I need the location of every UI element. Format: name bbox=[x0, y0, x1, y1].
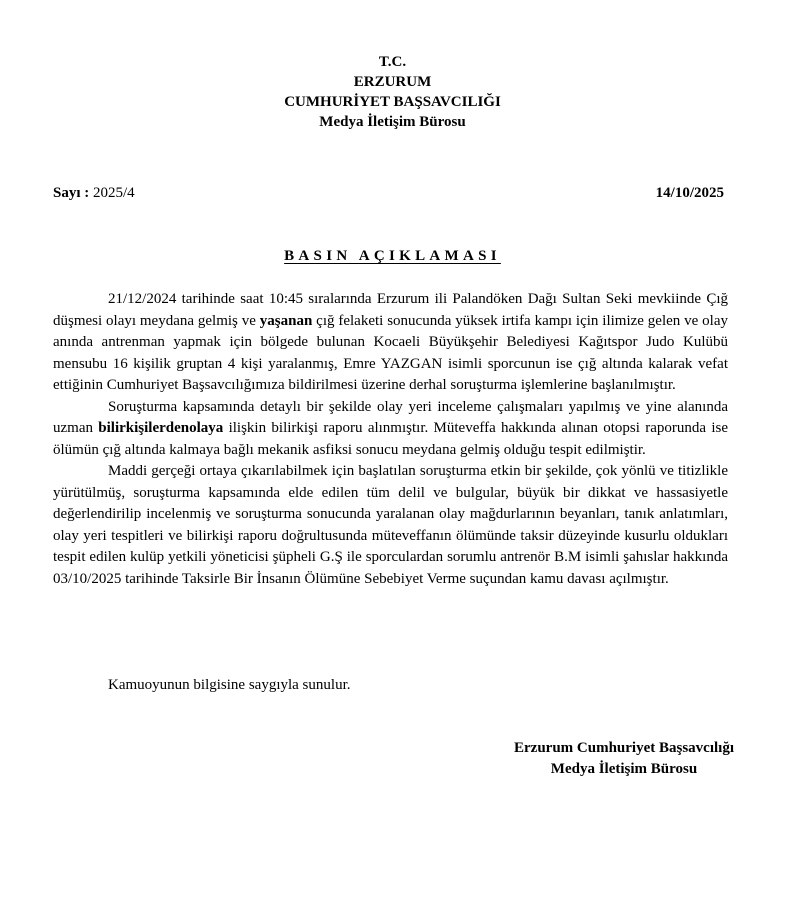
signature-office: Medya İletişim Bürosu bbox=[550, 761, 698, 777]
letterhead bbox=[0, 52, 785, 132]
paragraph-3: Maddi gerçeği ortaya çıkarılabilmek için başlatılan soruşturma etkin bir şekilde, çok yönlü ve titizlikle yürütülmüş, soruşturma kapsamında elde edilen tüm delil ve bulgular, büyük bir dikkat ve hassasiyetle değerlendirilip incelenmiş ve soruşturma sonucunda yaralanan olay mağdurlarının beyanları, tanık anlatımları, olay yeri tespitleri ve bilirkişi raporu doğrultusunda müteveffanın ölümünde taksir düzeyinde kusurlu oldukları tespit edilen kulüp yetkili yöneticisi şüpheli G.Ş ile sporculardan sorumlu antrenör B.M isimli şahıslar hakkında 03/10/2025 tarihinde Taksirle Bir İnsanın Ölümüne Sebebiyet Verme suçundan kamu davası açılmıştır. bbox=[53, 463, 728, 587]
header-city: ERZURUM bbox=[353, 74, 432, 90]
document-date: 14/10/2025 bbox=[655, 185, 724, 201]
paragraph-1 bbox=[53, 289, 728, 397]
paragraph-1-part-b: çığ felaketi sonucunda yüksek irtifa kampı için ilimize gelen ve olay anında antrenman yapmak için bölgede bulunan Kocaeli Büyükşehir Belediyesi Kağıtspor Judo Kulübü mensubu 16 kişilik gruptan 4 kişi yaralanmış, Emre YAZGAN isimli sporcunun ise çığ altında kalarak vefat ettiğinin Cumhuriyet Başsavcılığımıza bildirilmesi üzerine derhal soruşturma işlemlerine başlanılmıştır. bbox=[53, 312, 728, 393]
paragraph-1-part-a: 21/12/2024 tarihinde saat 10:45 sıralarında Erzurum ili Palandöken Dağı Sultan Seki mevkiinde Çığ düşmesi olayı meydana gelmiş ve bbox=[53, 291, 728, 329]
document-body bbox=[53, 289, 728, 590]
closing-line: Kamuoyunun bilgisine saygıyla sunulur. bbox=[108, 677, 351, 693]
paragraph-2-part-a: Soruşturma kapsamında detaylı bir şekilde olay yeri inceleme çalışmaları yapılmış ve yine alanında uzman bbox=[53, 398, 728, 436]
header-office: Medya İletişim Bürosu bbox=[319, 114, 466, 130]
header-tc: T.C. bbox=[378, 54, 407, 70]
document-number bbox=[53, 184, 135, 202]
document-number-label: Sayı : bbox=[53, 185, 90, 201]
header-institution: CUMHURİYET BAŞSAVCILIĞI bbox=[284, 94, 501, 110]
document-title bbox=[0, 247, 785, 265]
signature-institution: Erzurum Cumhuriyet Başsavcılığı bbox=[514, 740, 734, 756]
document-number-value: 2025/4 bbox=[93, 185, 135, 201]
paragraph-2-bold: bilirkişilerdenolaya bbox=[98, 420, 224, 436]
paragraph-1-bold: yaşanan bbox=[259, 312, 313, 329]
document-title-text: BASIN AÇIKLAMASI bbox=[284, 248, 501, 264]
paragraph-2-part-b: ilişkin bilirkişi raporu alınmıştır. Müteveffa hakkında alınan otopsi raporunda ise ölümün çığ altında kalmaya bağlı mekanik asfiksi sonucu meydana gelmiş olduğu tespit edilmiştir. bbox=[53, 420, 728, 458]
signature-block bbox=[499, 738, 749, 780]
paragraph-2 bbox=[53, 397, 728, 462]
